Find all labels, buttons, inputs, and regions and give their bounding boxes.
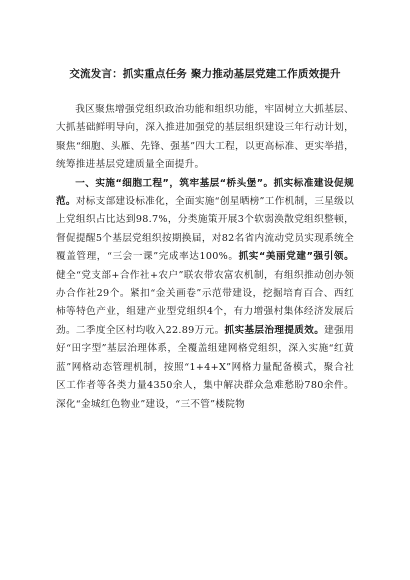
section-1-paragraph — [56, 175, 354, 414]
subsection-2-title: 抓实“美丽党建”强引领。 — [238, 251, 354, 263]
subsection-1-title: 抓实标准建设促规范。 — [56, 177, 354, 208]
section-1-heading: 一、实施“细胞工程”，筑牢基层“桥头堡”。 — [75, 177, 274, 189]
subsection-3-text: 建强用好“田字型”基层治理体系，全覆盖组建网格党组织，深入实施“红黄蓝”网格动态管理机制，按照“1+4+X”网格力量配备模式，聚合社区工作者等各类力量4350余人，集中解决群众急难愁盼780余件。深化“金城红色物业”建设，“三不管”楼院物 — [56, 324, 354, 410]
document-title: 交流发言：抓实重点任务 聚力推动基层党建工作质效提升 — [69, 68, 341, 80]
subsection-3-title: 抓实基层治理提质效。 — [224, 324, 325, 336]
subsection-2-text: 健全“党支部+合作社+农户”联农带农富农机制，有组织推动创办领办合作社29个。紧扣“金关画卷”示范带建设，挖掘培育百合、西红柿等特色产业，组建产业型党组织4个，有力增强村集体经济发展后劲。二季度全区村均收入22.89万元。 — [56, 269, 354, 336]
subsection-1-text: 对标支部建设标准化，全面实施“创星晒榜”工作机制，三星级以上党组织占比达到98.7%，分类施策开展3个软弱涣散党组织整顿，督促提醒5个基层党组织按期换届，对82名省内流动党员实现系统全覆盖管理，“三会一课”完成率达100%。 — [56, 196, 354, 263]
intro-paragraph: 我区聚焦增强党组织政治功能和组织功能，牢固树立大抓基层、大抓基础鲜明导向，深入推进加强党的基层组织建设三年行动计划，聚焦“细胞、头雁、先锋、强基”四大工程，以更高标准、更实举措，统筹推进基层党建质量全面提升。 — [56, 104, 354, 171]
